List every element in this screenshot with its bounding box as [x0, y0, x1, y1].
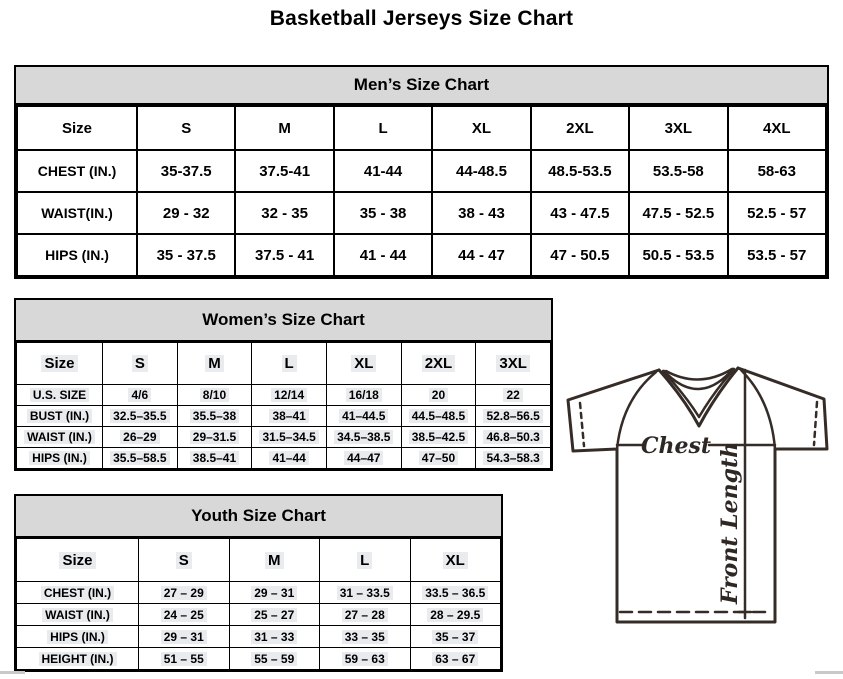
youth-row-label-text: WAIST (IN.) — [42, 608, 113, 622]
youth-cell-text: 24 – 25 — [161, 608, 207, 622]
youth-column-header-text: M — [265, 552, 284, 569]
youth-cell-text: 51 – 55 — [161, 652, 207, 666]
women-cell-text: 31.5–34.5 — [259, 430, 318, 444]
women-cell-text: 12/14 — [271, 388, 307, 402]
men-cell-text: 37.5 - 41 — [255, 246, 315, 264]
youth-table-row — [17, 582, 501, 604]
youth-cell-text: 29 – 31 — [251, 586, 297, 600]
women-row-label — [17, 427, 103, 448]
men-cell-text: 53.5 - 57 — [747, 246, 807, 264]
men-cell — [334, 234, 432, 276]
women-column-header — [326, 343, 401, 385]
women-cell-text: 46.8–50.3 — [483, 430, 542, 444]
horizontal-scrollbar-fragment-left[interactable] — [0, 671, 25, 674]
women-column-header — [401, 343, 476, 385]
men-cell — [334, 150, 432, 192]
men-column-header-text: XL — [471, 119, 492, 137]
women-cell-text: 35.5–38 — [190, 409, 239, 423]
women-cell — [103, 448, 178, 469]
men-cell-text: 35 - 38 — [359, 204, 407, 222]
men-row-label-text: CHEST (IN.) — [37, 163, 117, 179]
men-table-row — [17, 234, 826, 276]
women-cell-text: 54.3–58.3 — [483, 451, 542, 465]
youth-cell-text: 29 – 31 — [161, 630, 207, 644]
women-column-header — [103, 343, 178, 385]
men-column-header — [17, 106, 137, 150]
men-cell-text: 38 - 43 — [458, 204, 505, 222]
youth-cell — [320, 648, 411, 670]
women-column-header-text: 2XL — [422, 355, 456, 372]
youth-row-label-text: HEIGHT (IN.) — [39, 652, 117, 666]
men-cell — [629, 234, 727, 276]
youth-column-header — [320, 539, 411, 582]
youth-cell — [139, 648, 230, 670]
youth-row-label-text: CHEST (IN.) — [41, 586, 114, 600]
youth-column-header-text: Size — [59, 552, 95, 569]
men-cell-text: 48.5-53.5 — [548, 162, 612, 180]
women-row-label — [17, 385, 103, 406]
women-cell — [177, 427, 252, 448]
jersey-cuff-fold-right — [814, 402, 817, 445]
youth-cell — [320, 626, 411, 648]
front-length-label: Front Length — [717, 441, 743, 605]
women-cell — [326, 427, 401, 448]
men-cell-text: 50.5 - 53.5 — [642, 246, 715, 264]
women-column-header — [177, 343, 252, 385]
men-column-header — [137, 106, 235, 150]
men-column-header — [629, 106, 727, 150]
women-column-header-text: M — [205, 355, 224, 372]
women-cell — [326, 406, 401, 427]
women-table-row — [17, 427, 551, 448]
men-cell-text: 53.5-58 — [652, 162, 704, 180]
youth-column-header-text: S — [176, 552, 192, 569]
page-title: Basketball Jerseys Size Chart — [269, 7, 574, 30]
men-column-header-row — [17, 106, 826, 150]
men-table-title: Men’s Size Chart — [16, 67, 827, 105]
women-column-header-row — [17, 343, 551, 385]
women-table-row — [17, 448, 551, 469]
youth-column-header — [17, 539, 139, 582]
men-cell — [728, 234, 826, 276]
women-cell-text: 16/18 — [346, 388, 382, 402]
men-cell — [137, 150, 235, 192]
men-cell-text: 52.5 - 57 — [747, 204, 807, 222]
youth-column-header — [410, 539, 501, 582]
men-table-row — [17, 192, 826, 234]
women-cell-text: 29–31.5 — [190, 430, 239, 444]
women-cell — [103, 427, 178, 448]
men-cell-text: 47 - 50.5 — [550, 246, 610, 264]
women-column-header — [252, 343, 327, 385]
youth-column-header-text: XL — [443, 552, 468, 569]
jersey-outline — [568, 368, 827, 622]
men-column-header-text: 4XL — [763, 119, 791, 137]
women-column-header-text: 3XL — [496, 355, 530, 372]
women-cell — [177, 448, 252, 469]
women-column-header — [476, 343, 551, 385]
youth-cell — [410, 626, 501, 648]
women-column-header-text: Size — [41, 355, 77, 372]
women-cell-text: 38–41 — [269, 409, 308, 423]
men-column-header-text: L — [378, 119, 388, 137]
women-cell — [476, 427, 551, 448]
men-column-header-text: M — [278, 119, 291, 137]
jersey-cuff-fold-left — [580, 403, 584, 446]
women-cell-text: 8/10 — [200, 388, 229, 402]
jersey-collar-inner — [663, 369, 734, 417]
men-cell — [235, 234, 333, 276]
youth-cell-text: 33 – 35 — [342, 630, 388, 644]
youth-cell — [229, 604, 320, 626]
women-cell-text: 38.5–42.5 — [409, 430, 468, 444]
youth-cell-text: 28 – 29.5 — [427, 608, 483, 622]
women-cell — [177, 385, 252, 406]
youth-row-label — [17, 582, 139, 604]
women-cell — [476, 406, 551, 427]
men-cell-text: 41-44 — [363, 162, 403, 180]
women-cell — [252, 406, 327, 427]
men-column-header — [531, 106, 629, 150]
men-cell-text: 35-37.5 — [160, 162, 212, 180]
women-cell-text: 20 — [429, 388, 448, 402]
youth-cell-text: 25 – 27 — [251, 608, 297, 622]
youth-table-row — [17, 626, 501, 648]
youth-column-header-row — [17, 539, 501, 582]
women-cell — [401, 427, 476, 448]
men-cell — [531, 150, 629, 192]
men-cell — [629, 192, 727, 234]
women-cell-text: 32.5–35.5 — [110, 409, 169, 423]
women-row-label-text: U.S. SIZE — [30, 388, 89, 402]
youth-cell-text: 27 – 29 — [161, 586, 207, 600]
men-cell-text: 37.5-41 — [259, 162, 311, 180]
youth-cell — [410, 582, 501, 604]
women-cell — [401, 448, 476, 469]
youth-cell — [410, 604, 501, 626]
youth-row-label-text: HIPS (IN.) — [47, 630, 108, 644]
youth-row-label — [17, 626, 139, 648]
men-column-header-text: Size — [61, 119, 92, 137]
youth-column-header — [229, 539, 320, 582]
women-cell-text: 35.5–58.5 — [110, 451, 169, 465]
men-cell-text: 35 - 37.5 — [156, 246, 216, 264]
men-cell — [334, 192, 432, 234]
men-cell — [137, 192, 235, 234]
men-cell-text: 29 - 32 — [162, 204, 210, 222]
women-row-label — [17, 406, 103, 427]
youth-cell-text: 55 – 59 — [251, 652, 297, 666]
women-column-header-text: L — [282, 355, 297, 372]
women-cell — [252, 427, 327, 448]
youth-cell — [139, 626, 230, 648]
men-column-header — [334, 106, 432, 150]
men-cell-text: 44 - 47 — [458, 246, 505, 264]
women-cell — [326, 448, 401, 469]
men-row-label — [17, 192, 137, 234]
women-row-label-text: BUST (IN.) — [27, 409, 92, 423]
youth-cell-text: 33.5 – 36.5 — [422, 586, 488, 600]
men-cell — [432, 234, 530, 276]
women-cell-text: 41–44.5 — [339, 409, 388, 423]
men-column-header — [728, 106, 826, 150]
youth-cell — [229, 648, 320, 670]
mens-size-table — [14, 65, 829, 279]
men-column-header-text: 2XL — [566, 119, 594, 137]
men-row-label-text: WAIST(IN.) — [41, 205, 113, 221]
womens-size-table — [14, 298, 553, 471]
women-column-header-text: S — [132, 355, 148, 372]
men-cell-text: 44-48.5 — [456, 162, 507, 180]
men-row-label — [17, 234, 137, 276]
youth-row-label — [17, 604, 139, 626]
women-cell-text: 38.5–41 — [190, 451, 239, 465]
men-column-header-text: 3XL — [664, 119, 693, 137]
men-cell — [432, 192, 530, 234]
youth-cell — [410, 648, 501, 670]
youth-column-header-text: L — [357, 552, 372, 569]
youth-cell-text: 63 – 67 — [432, 652, 478, 666]
men-cell — [432, 150, 530, 192]
men-cell — [235, 150, 333, 192]
youth-size-table — [14, 494, 503, 672]
women-row-label-text: WAIST (IN.) — [24, 430, 95, 444]
women-cell — [103, 406, 178, 427]
men-cell — [235, 192, 333, 234]
chest-label: Chest — [640, 433, 712, 459]
women-cell — [252, 385, 327, 406]
youth-cell-text: 35 – 37 — [432, 630, 478, 644]
jersey-svg — [556, 358, 843, 630]
women-row-label — [17, 448, 103, 469]
women-column-header — [17, 343, 103, 385]
youth-row-label — [17, 648, 139, 670]
youth-cell — [320, 582, 411, 604]
youth-table-row — [17, 648, 501, 670]
men-table-row — [17, 150, 826, 192]
youth-cell — [320, 604, 411, 626]
men-cell-text: 47.5 - 52.5 — [642, 204, 715, 222]
women-cell-text: 26–29 — [120, 430, 159, 444]
women-table-row — [17, 385, 551, 406]
women-cell-text: 4/6 — [128, 388, 151, 402]
men-cell — [531, 192, 629, 234]
youth-cell — [229, 626, 320, 648]
men-row-label — [17, 150, 137, 192]
women-cell-text: 41–44 — [269, 451, 308, 465]
women-cell — [252, 448, 327, 469]
men-cell — [629, 150, 727, 192]
men-cell-text: 58-63 — [757, 162, 796, 180]
women-cell — [177, 406, 252, 427]
men-cell-text: 41 - 44 — [359, 246, 407, 264]
men-cell — [531, 234, 629, 276]
women-table-row — [17, 406, 551, 427]
youth-column-header — [139, 539, 230, 582]
youth-cell — [139, 604, 230, 626]
women-cell — [326, 385, 401, 406]
women-cell-text: 52.8–56.5 — [483, 409, 542, 423]
men-row-label-text: HIPS (IN.) — [45, 247, 109, 263]
jersey-measurement-diagram — [556, 358, 843, 630]
women-cell-text: 44.5–48.5 — [409, 409, 468, 423]
youth-table-title: Youth Size Chart — [16, 496, 501, 538]
women-cell — [476, 448, 551, 469]
women-cell-text: 22 — [503, 388, 522, 402]
women-cell — [476, 385, 551, 406]
men-cell-text: 32 - 35 — [261, 204, 308, 222]
youth-cell — [139, 582, 230, 604]
youth-cell — [229, 582, 320, 604]
women-cell — [401, 385, 476, 406]
youth-cell-text: 31 – 33.5 — [337, 586, 393, 600]
women-row-label-text: HIPS (IN.) — [29, 451, 90, 465]
women-cell-text: 34.5–38.5 — [334, 430, 393, 444]
horizontal-scrollbar-fragment-right[interactable] — [815, 671, 843, 674]
youth-cell-text: 59 – 63 — [342, 652, 388, 666]
women-cell — [401, 406, 476, 427]
women-cell-text: 44–47 — [344, 451, 383, 465]
men-cell-text: 43 - 47.5 — [550, 204, 610, 222]
men-column-header-text: S — [181, 119, 192, 137]
women-cell-text: 47–50 — [419, 451, 458, 465]
youth-cell-text: 31 – 33 — [251, 630, 297, 644]
men-cell — [728, 192, 826, 234]
women-cell — [103, 385, 178, 406]
youth-table-row — [17, 604, 501, 626]
men-cell — [728, 150, 826, 192]
men-column-header — [235, 106, 333, 150]
youth-cell-text: 27 – 28 — [342, 608, 388, 622]
men-column-header — [432, 106, 530, 150]
women-table-title: Women’s Size Chart — [16, 300, 551, 342]
women-column-header-text: XL — [351, 355, 376, 372]
men-cell — [137, 234, 235, 276]
